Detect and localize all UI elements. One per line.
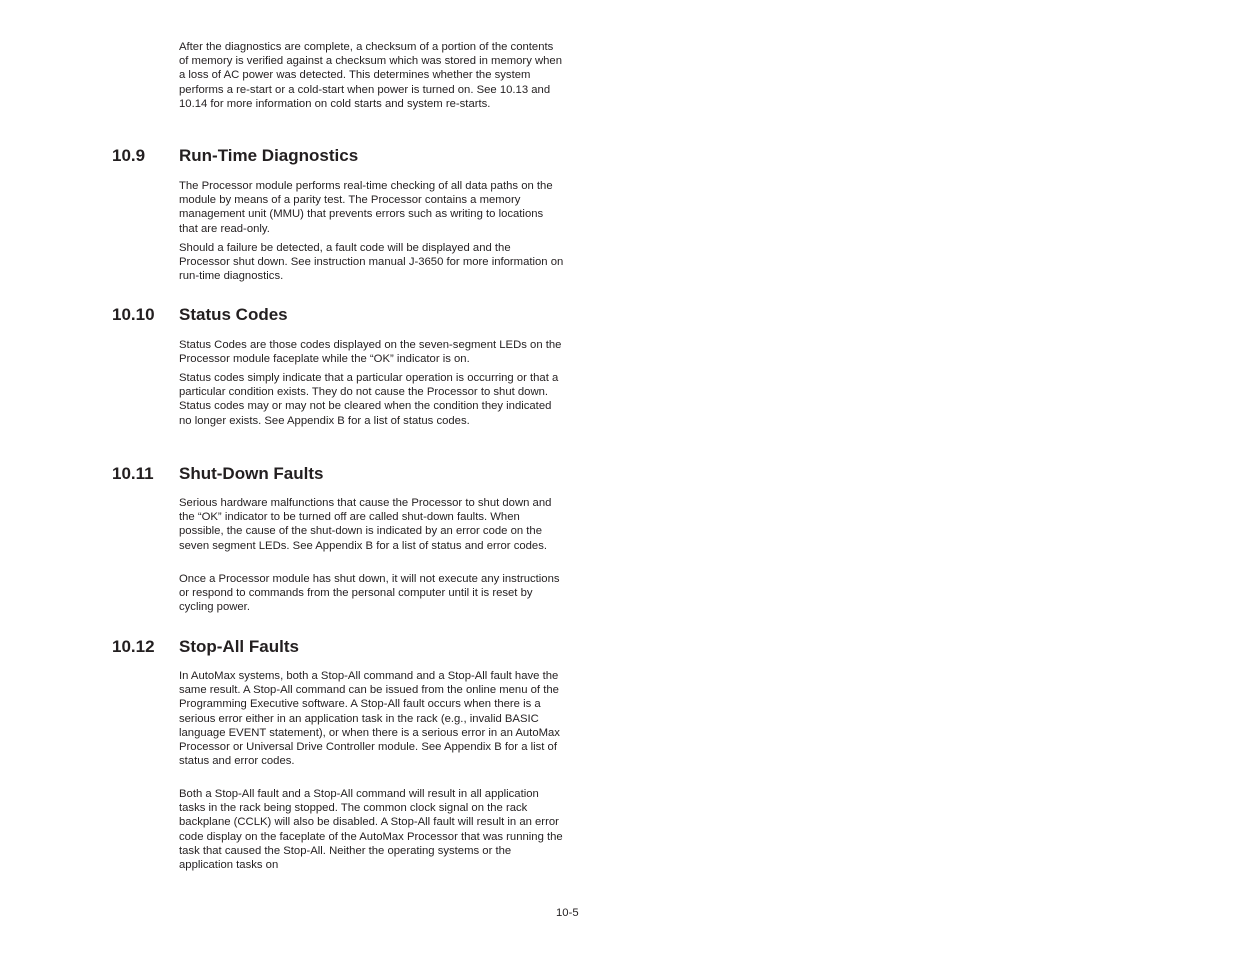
section-heading-status-codes [112, 305, 288, 325]
section-title: Shut-Down Faults [179, 464, 324, 483]
section-number: 10.10 [112, 305, 155, 324]
body-paragraph: The Processor module performs real-time checking of all data paths on the module by means of a parity test. The Processor contains a memory management unit (MMU) that prevents errors such as writing to locations that are read-only. [179, 180, 553, 235]
section-heading-stop-all-faults [112, 637, 299, 657]
section-number: 10.11 [112, 464, 154, 483]
body-paragraph: Status codes simply indicate that a particular operation is occurring or that a particular condition exists. They do not cause the Processor to shut down. Status codes may or may not be cleared when the condition they indicated no longer exists. See Appendix B for a list of status codes. [179, 372, 559, 427]
body-paragraph: Both a Stop-All fault and a Stop-All command will result in all application tasks in the rack being stopped. The common clock signal on the rack backplane (CCLK) will also be disabled. A Stop-All fault will result in an error code display on the faceplate of the AutoMax Processor that was running the task that caused the Stop-All. Neither the operating systems or the application tasks on [179, 788, 563, 872]
body-paragraph: Should a failure be detected, a fault code will be displayed and the Processor shut down. See instruction manual J-3650 for more information on run-time diagnostics. [179, 242, 564, 283]
section-heading-run-time-diagnostics [112, 146, 358, 166]
section-title: Run-Time Diagnostics [179, 146, 359, 165]
page-number: 10-5 [556, 907, 579, 919]
body-paragraph: Serious hardware malfunctions that cause the Processor to shut down and the “OK” indicator to be turned off are called shut-down faults. When possible, the cause of the shut-down is indicated by an error code on the seven segment LEDs. See Appendix B for a list of status and error codes. [179, 497, 552, 552]
body-paragraph: In AutoMax systems, both a Stop-All command and a Stop-All fault have the same result. A Stop-All command can be issued from the online menu of the Programming Executive software. A Stop-All fault occurs when there is a serious error either in an application task in the rack (e.g., invalid BASIC language EVENT statement), or when there is a serious error in an AutoMax Processor or Universal Drive Controller module. See Appendix B for a list of status and error codes. [179, 670, 560, 768]
section-number: 10.9 [112, 146, 146, 165]
section-heading-shut-down-faults [112, 464, 323, 484]
body-paragraph: Status Codes are those codes displayed on the seven-segment LEDs on the Processor module faceplate while the “OK” indicator is on. [179, 339, 562, 366]
intro-paragraph: After the diagnostics are complete, a checksum of a portion of the contents of memory is verified against a checksum which was stored in memory when a loss of AC power was detected. This determines whether the system performs a re-start or a cold-start when power is turned on. See 10.13 and 10.14 for more information on cold starts and system re-starts. [179, 41, 562, 110]
section-number: 10.12 [112, 637, 155, 656]
section-title: Status Codes [179, 305, 288, 324]
section-title: Stop-All Faults [179, 637, 299, 656]
body-paragraph: Once a Processor module has shut down, it will not execute any instructions or respond to commands from the personal computer until it is reset by cycling power. [179, 573, 560, 614]
